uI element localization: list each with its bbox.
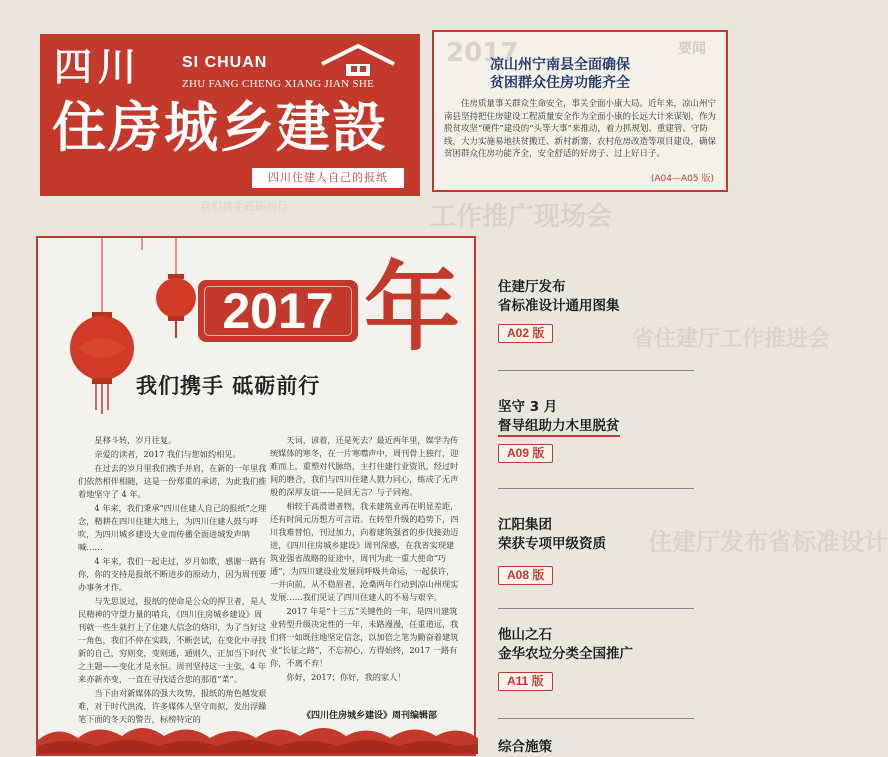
lead-story-box[interactable] (432, 30, 728, 192)
house-roof-icon (318, 44, 398, 78)
bleed-through-year: 2017 (446, 38, 519, 68)
feature-paragraph: 星移斗转，岁月往复。 (94, 435, 177, 445)
feature-column-right (270, 434, 460, 685)
lead-story-headline (490, 56, 630, 92)
teaser-divider (498, 370, 694, 371)
teaser-headline (498, 626, 694, 664)
feature-paragraph: 亲爱的读者，2017 我们与您如约相见。 (94, 449, 241, 459)
feature-paragraph: 当下由对新媒体的强大攻势，报纸的角色越发艰难，对于时代洪流，许多媒体人坚守而拟，发出浮躁笔下面的冬天的警告，标榜特定的 (78, 688, 267, 724)
teaser-item[interactable] (498, 278, 694, 343)
feature-paragraph: 与先思说过，报纸的使命是公众的捍卫者，是人民精神的守望力量的哨兵，《四川住房城乡建设》周刊就一些生就打上了住建人信念的烙印，为了当好这一角色，我们不停在实践，不断尝试，在变化中寻找新的自己，穷则变，变则通，通则久，正加当下时代之主题——变化才是永恒。周刊坚持这一主张，4 年来亦新亦变，一直在寻找适合您的那道“菜”。 (78, 596, 267, 684)
lead-story-body: 住房质量事关群众生命安全，事关全面小康大局。近年来，凉山州宁南县坚持把住房建设工程质量安全作为全面小康的长远大计来谋划，作为脱贫攻坚“硬件”建设的“头等大事”来推动，着力抓规划、重建管、守防线，大力实施易地扶贫搬迁、新村新寨、农村危房改造等项目建设，确保贫困群众住房功能齐全，安全舒适的好房子、过上好日子。 (444, 99, 717, 159)
teaser-headline-line1: 住建厅发布 (498, 279, 566, 295)
masthead-pinyin-title: ZHU FANG CHENG XIANG JIAN SHE (182, 78, 375, 90)
teaser-headline-line1: 他山之石 (498, 627, 552, 643)
feature-paragraph: 你好，2017；你好，我的家人！ (286, 672, 406, 682)
feature-paragraph: 天词，谚着，还是死去？最近两年里，媒学为传统媒体的寒冬，在一片寒噤声中，周刊骨上独行，迎难而上，重塑对代脉络，主打住建行业资讯，经过时间的磨合，我们与四川住建人戮力同心，练成了无声般的深厚友谊——是回无言？与子同袍。 (270, 435, 459, 497)
red-lanterns-illustration (58, 238, 208, 438)
teaser-divider (498, 718, 694, 719)
teaser-divider (498, 488, 694, 489)
feature-paragraph: 4 年来，我们一起走过，岁月如歌，感谢一路有你，你的支持是报纸不断进步的原动力，因为周刊要办事务才作。 (78, 556, 267, 592)
teaser-headline-line2: 省标准设计通用图集 (498, 298, 620, 314)
bleed-through-heading: 工作推广现场会 (430, 202, 613, 232)
year-character: 年 (364, 252, 460, 364)
feature-paragraph: 2017 年是“十三五”关键性的一年，是四川建筑业转型升级决定性的一年，未路漫漫，任重道远，我们将一如既往地坚定信念，以加倍之笔为勤奋着建筑业“长征之路”，不忘初心，方得始终，2017 一路有你，不离不弃！ (270, 606, 459, 668)
feature-slogan: 我们携手 砥砺前行 (136, 374, 321, 398)
feature-paragraph: 4 年来，我们秉承“四川住建人自己的报纸”之理念，精耕在四川住建大地上，为四川住建人鼓与呼吹，为四川城乡建设大业而传播全面进城发声呐喊…… (78, 503, 267, 552)
masthead-slogan: 四川住建人自己的报纸 (252, 168, 404, 188)
lead-story-headline-line2: 贫困群众住房功能齐全 (490, 75, 630, 91)
lead-story-page-ref[interactable]: (A04—A05 版) (650, 174, 714, 184)
teaser-page-tag[interactable]: A08 版 (498, 566, 553, 585)
teaser-headline (498, 516, 694, 554)
bleed-through-text-2: 住建厅发布省标准设计 (648, 528, 888, 556)
feature-signature: 《四川住房城乡建设》周刊编辑部 (302, 711, 438, 721)
teaser-headline-line1: 综合施策 (498, 739, 552, 755)
teaser-headline (498, 738, 694, 757)
teaser-page-tag[interactable]: A11 版 (498, 672, 553, 691)
feature-column-left (78, 434, 268, 727)
teaser-item[interactable] (498, 738, 694, 757)
masthead-title: 住房城乡建設 (52, 95, 388, 159)
teaser-item[interactable] (498, 398, 694, 463)
masthead-pinyin-sichuan: SI CHUAN (182, 54, 268, 71)
lead-story-headline-line1: 凉山州宁南县全面确保 (490, 57, 630, 73)
teaser-page-tag[interactable]: A09 版 (498, 444, 553, 463)
teaser-headline-line1: 坚守 3 月 (498, 399, 558, 415)
feature-paragraph: 在过去的岁月里我们携手并肩，在新的一年里我们依然相伴相随，这是一份郑重的承诺，为此我们推着地坚守了 4 年。 (78, 463, 267, 499)
new-year-feature-panel (36, 236, 476, 756)
teaser-headline-line2: 金华农垃分类全国推广 (498, 646, 633, 662)
teaser-page-tag[interactable]: A02 版 (498, 324, 553, 343)
teaser-headline-line2: 荣获专项甲级资质 (498, 536, 606, 552)
teaser-divider (498, 608, 694, 609)
teaser-headline (498, 278, 694, 316)
teaser-item[interactable] (498, 626, 694, 691)
teaser-item[interactable] (498, 516, 694, 585)
bleed-through-subheading: 我们携手砥砺前行 (200, 200, 288, 213)
masthead-sichuan: 四川 (54, 45, 143, 89)
masthead (40, 34, 420, 196)
auspicious-clouds-decoration (38, 714, 478, 754)
bleed-through-text-1: 省住建厅工作推进会 (632, 327, 831, 352)
teaser-headline-line1: 江阳集团 (498, 517, 552, 533)
teaser-headline-line2: 督导组助力木里脱贫 (498, 418, 620, 437)
year-badge: 2017 (198, 280, 358, 342)
bleed-through-label: 要闻 (678, 41, 706, 57)
teaser-headline (498, 398, 694, 436)
feature-paragraph: 相较于高滑谱者物，我未建筑业再在明显差距，还有时间元历想方可言语。在转型升级的趋势下，四川我难替怕，刊过加力，向着建筑强省的步伐接劲迈进，《四川住房城乡建设》周刊深感，在我省实现建筑业强省战略的征途中，周刊为此一重大使命“巧通”，为四川建设业发展同呼吸共命运，一起获许，一并向前，从不稳眉者，沧桑两年行动到凉山州现实发展……我们见证了四川住建人的不易与艰辛。 (270, 501, 459, 602)
